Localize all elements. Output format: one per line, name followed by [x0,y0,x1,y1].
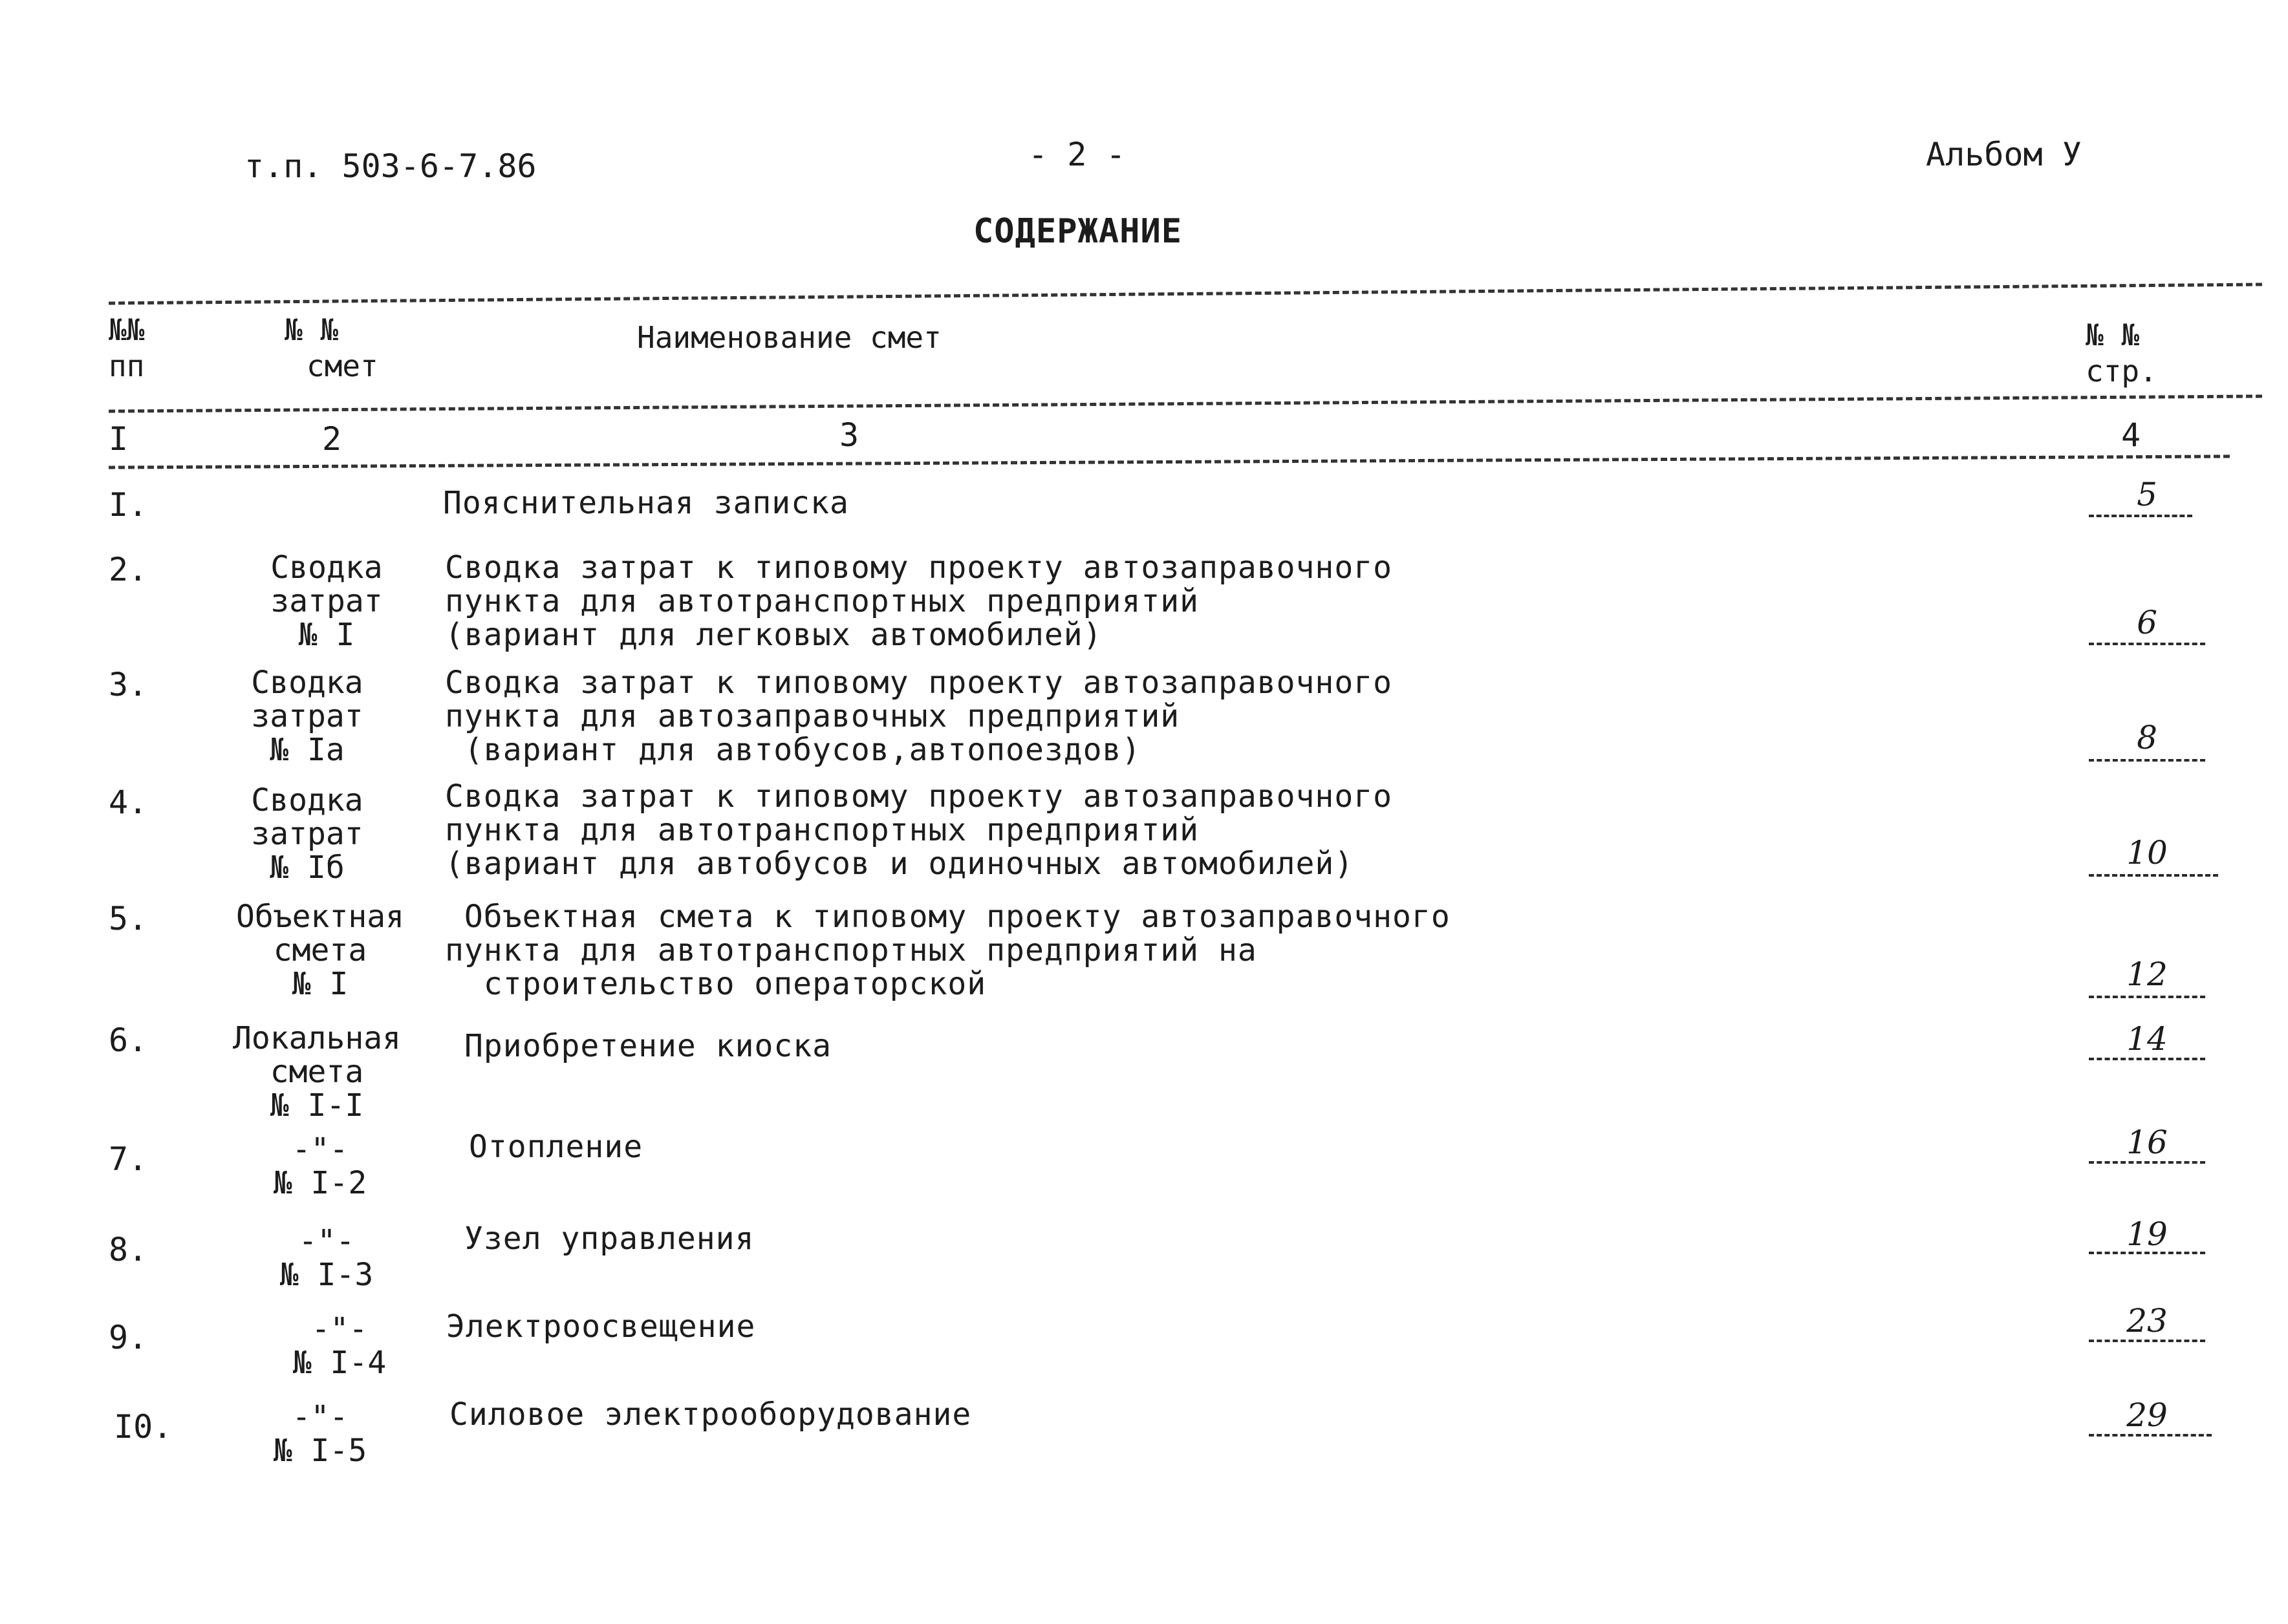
row-number: 8. [109,1231,148,1268]
page-ref: 14 [2126,1020,2168,1058]
estimate-name: Силовое электрооборудование [449,1396,972,1433]
column-numbers-rule [109,454,2230,469]
estimate-name: Пояснительная записка [443,485,849,521]
row-number: 7. [109,1140,148,1178]
estimate-ref: -"- № I-2 [273,1131,367,1201]
row-number: 2. [109,551,148,588]
header-bottom-rule [109,394,2262,412]
page-ref: 12 [2126,956,2168,993]
page-underline [2089,996,2205,998]
col-head-row-no: №№ пп [109,312,145,383]
estimate-name: Отопление [469,1129,643,1165]
page-ref: 29 [2126,1396,2168,1434]
page-underline [2089,1340,2205,1342]
page-number: - 2 - [1028,136,1126,173]
row-number: 6. [109,1021,148,1059]
page-underline [2089,515,2192,517]
estimate-ref: Сводка затрат № I [270,550,383,653]
page-underline [2089,643,2205,645]
estimate-name: Сводка затрат к типовому проекту автозаправочного пункта для автотранспортных предприятий (вариант для автобусов и одиночных автомобилей) [445,778,1393,882]
col-number-4: 4 [2121,416,2141,454]
estimate-ref: -"- № I-5 [273,1399,367,1469]
page-ref: 23 [2126,1302,2168,1340]
estimate-ref: -"- № I-4 [292,1311,387,1381]
page-underline [2089,759,2205,762]
page-underline [2089,874,2218,877]
col-number-2: 2 [322,420,342,458]
estimate-ref: Локальная смета № I-I [232,1020,402,1124]
row-number: 5. [109,900,148,937]
page-ref: 10 [2126,834,2168,871]
estimate-name: Объектная смета к типовому проекту автозаправочного пункта для автотранспортных предприятий на строительство операторской [445,899,1451,1002]
estimate-name: Приобретение киоска [464,1028,832,1064]
estimate-ref: Объектная смета № I [235,899,405,1002]
estimate-ref: Сводка затрат № Iб [251,782,363,886]
estimate-name: Электроосвещение [446,1309,756,1345]
row-number: I. [109,486,148,524]
page-underline [2089,1161,2205,1164]
page-ref: 19 [2126,1215,2168,1253]
table-top-rule [109,283,2262,304]
col-head-page-no: № № стр. [2086,317,2157,389]
col-head-estimate-no: № № смет [285,312,378,383]
row-number: 3. [109,666,148,703]
page-underline [2089,1434,2212,1437]
page-underline [2089,1252,2205,1254]
estimate-name: Сводка затрат к типовому проекту автозаправочного пункта для автотранспортных предприятий (вариант для легковых автомобилей) [445,550,1393,653]
page-ref: 6 [2137,604,2157,641]
page-ref: 5 [2137,476,2157,513]
page-ref: 16 [2126,1124,2168,1161]
album-label: Альбом У [1926,136,2082,173]
col-head-estimate-name: Наименование смет [637,320,942,355]
row-number: 4. [109,784,148,821]
row-number: I0. [114,1408,173,1446]
contents-title: СОДЕРЖАНИЕ [973,212,1183,251]
col-number-1: I [109,420,129,458]
document-code: т.п. 503-6-7.86 [244,147,537,185]
estimate-ref: Сводка затрат № Iа [251,665,363,768]
estimate-name: Сводка затрат к типовому проекту автозаправочного пункта для автозаправочных предприятий (вариант для автобусов,автопоездов) [445,665,1393,768]
estimate-ref: -"- № I-3 [279,1223,374,1293]
page-ref: 8 [2137,719,2157,756]
col-number-3: 3 [839,416,859,454]
row-number: 9. [109,1319,148,1356]
page-underline [2089,1058,2205,1060]
estimate-name: Узел управления [464,1221,755,1257]
